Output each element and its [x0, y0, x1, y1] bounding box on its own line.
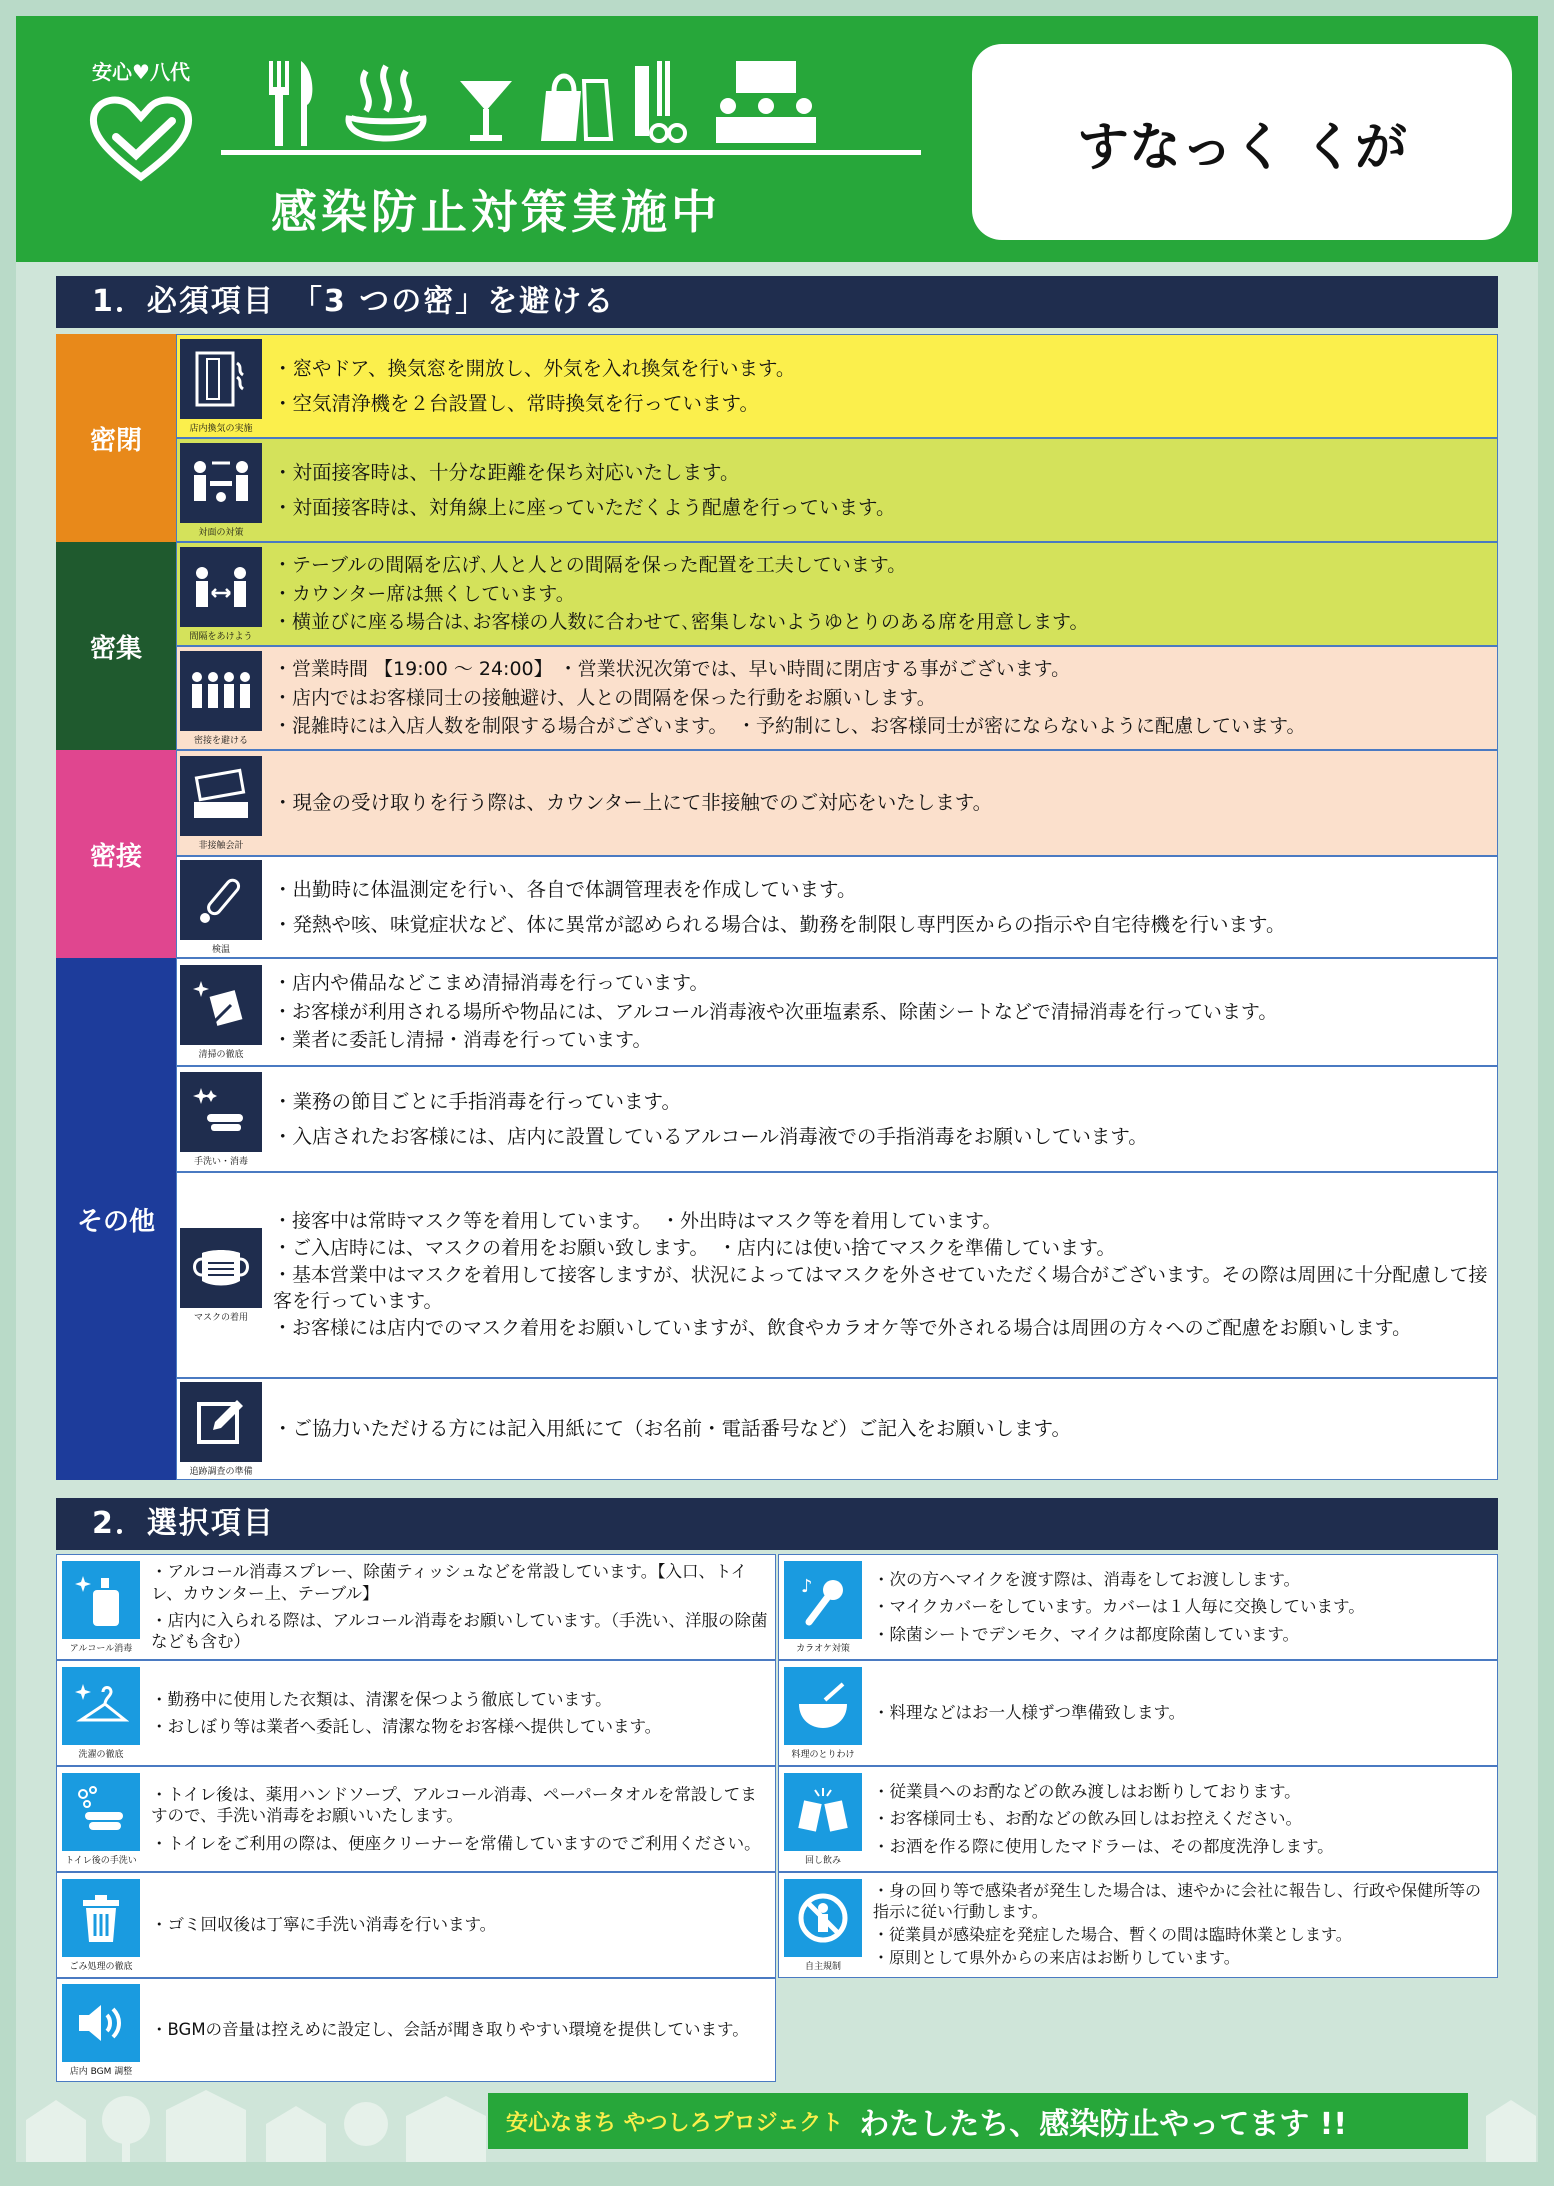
item-icon-cell: [177, 647, 265, 749]
line: ・基本営業中はマスクを着用して接客しますが、状況によってはマスクを外させていただく場合がございます。その際は周囲に十分配慮して接客を行っています。: [273, 1264, 1488, 1312]
line: ・お酒を作る際に使用したマドラーは、その都度洗浄します。: [873, 1836, 1334, 1856]
disinfect-icon: [191, 975, 251, 1035]
option-karaoke: [778, 1554, 1498, 1660]
record-icon: [193, 1394, 249, 1450]
line: ・BGMの音量は控えめに設定し、会話が聞き取りやすい環境を提供しています。: [151, 2020, 749, 2040]
line: ・発熱や咳、味覚症状など、体に異常が認められる場合は、勤務を制限し専門医からの指示や自宅待機を行います。: [273, 913, 1286, 936]
no-entry-icon: [795, 1890, 851, 1946]
item-caption: 間隔をあけよう: [189, 631, 253, 642]
thermometer-icon: [193, 872, 249, 928]
option-icon-cell: [779, 1873, 867, 1977]
item-icon-cell: [177, 1173, 265, 1377]
line: ・勤務中に使用した衣類は、清潔を保つよう徹底しています。: [151, 1689, 612, 1709]
line: ・テーブルの間隔を広げ､人と人との間隔を保った配置を工夫しています。: [273, 554, 907, 577]
line: ・身の回り等で感染者が発生した場合は、速やかに会社に報告し、行政や保健所等の指示に従い行動します。: [873, 1881, 1482, 1922]
line: ・お客様同士も、お酌などの飲み回しはお控えください。: [873, 1809, 1302, 1829]
item-text: [265, 959, 1497, 1065]
line: ・店内や備品などこまめ清掃消毒を行っています。: [273, 972, 709, 995]
shop-name-box: [972, 44, 1512, 240]
item-caption: 対面の対策: [198, 527, 244, 538]
comb-scissors-icon: [631, 61, 701, 146]
line: ・ご入店時には、マスクの着用をお願い致します。 ・店内には使い捨てマスクを準備しています。: [273, 1237, 1116, 1260]
line: ・トイレ後は、薬用ハンドソープ、アルコール消毒、ペーパータオルを常設してますので、手洗い消毒をお願いいたします。: [151, 1784, 757, 1826]
option-text: [145, 1555, 775, 1659]
footer-banner: [488, 2093, 1468, 2149]
option-bgm: [56, 1978, 776, 2082]
option-text: [867, 1767, 1497, 1871]
item-icon-cell: [177, 1379, 265, 1479]
item-tracking: [176, 1378, 1498, 1480]
option-caption: アルコール消毒: [69, 1643, 133, 1654]
line: ・マイクカバーをしています。カバーは１人毎に交換しています。: [873, 1597, 1365, 1617]
item-distance: [176, 542, 1498, 646]
option-garbage: [56, 1872, 776, 1978]
item-face-to-face: [176, 438, 1498, 542]
option-icon-cell: [779, 1767, 867, 1871]
toast-icon: [795, 1784, 851, 1840]
line: ・店内に入られる際は、アルコール消毒をお願いしています。（手洗い、洋服の除菌なども含む）: [151, 1611, 768, 1652]
item-text: [265, 751, 1497, 855]
face-to-face-icon: [190, 453, 252, 513]
option-caption: 自主規制: [804, 1961, 841, 1972]
line: ・出勤時に体温測定を行い、各自で体調管理表を作成しています。: [273, 877, 857, 901]
header-divider: [221, 150, 921, 155]
cocktail-icon: [456, 61, 516, 146]
meeting-icon: [716, 61, 816, 146]
speaker-icon: [73, 1995, 129, 2051]
line: ・トイレをご利用の際は、便座クリーナーを常備していますのでご利用ください。: [151, 1833, 761, 1853]
ventilation-icon: [191, 349, 251, 409]
item-icon-cell: [177, 335, 265, 437]
item-icon-cell: [177, 543, 265, 645]
line: ・料理などはお一人様ずつ準備致します。: [873, 1703, 1186, 1723]
shopping-bag-icon: [536, 61, 616, 146]
option-text: [145, 1873, 775, 1977]
item-text: [265, 1067, 1497, 1171]
line: ・営業時間 【19:00 ～ 24:00】 ・営業状況次第では、早い時間に閉店する事がございます。: [273, 658, 1071, 681]
item-icon-cell: [177, 751, 265, 855]
line: ・業務の節目ごとに手指消毒を行っています。: [273, 1089, 681, 1113]
line: ・従業員が感染症を発症した場合、暫くの間は臨時休業とします。: [873, 1925, 1352, 1944]
line: ・店内ではお客様同士の接触避け、人との間隔を保った行動をお願いします。: [273, 686, 936, 709]
line: ・アルコール消毒スプレー、除菌ティッシュなどを常設しています。【入口、トイレ、カウンター上、テーブル】: [151, 1562, 748, 1603]
option-text: [145, 1979, 775, 2081]
svg-text:♪: ♪: [801, 1575, 813, 1597]
item-icon-cell: [177, 857, 265, 957]
line: ・おしぼり等は業者へ委託し、清潔な物をお客様へ提供しています。: [151, 1717, 662, 1736]
category-close-contact: 密接: [56, 750, 176, 958]
item-caption: 検温: [211, 944, 230, 955]
item-temperature: [176, 856, 1498, 958]
option-caption: 回し飲み: [804, 1855, 841, 1866]
option-text: [867, 1873, 1497, 1977]
logo: [76, 56, 206, 183]
item-caption: 清掃の徹底: [198, 1049, 244, 1060]
option-icon-cell: [57, 1979, 145, 2081]
option-toilet: [56, 1766, 776, 1872]
item-caption: 追跡調査の準備: [189, 1466, 253, 1477]
category-crowded: 密集: [56, 542, 176, 750]
option-self-restraint: [778, 1872, 1498, 1978]
footer-project: 安心なまち やつしろプロジェクト: [506, 2110, 844, 2136]
line: ・窓やドア、換気窓を開放し、外気を入れ換気を行います。: [273, 356, 796, 380]
item-text: [265, 335, 1497, 437]
line: ・ご協力いただける方には記入用紙にて（お名前・電話番号など）ご記入をお願いします。: [273, 1417, 1071, 1441]
option-sharing-drinks: [778, 1766, 1498, 1872]
soap-icon: [73, 1784, 129, 1840]
line: ・業者に委託し清掃・消毒を行っています。: [273, 1029, 652, 1052]
option-alcohol: [56, 1554, 776, 1660]
line: ・次の方へマイクを渡す際は、消毒をしてお渡しします。: [873, 1569, 1301, 1589]
item-caption: 非接触会計: [198, 840, 244, 851]
heart-check-icon: [86, 93, 196, 183]
line: ・除菌シートでデンモク、マイクは都度除菌しています。: [873, 1624, 1300, 1644]
section2-heading: 2．選択項目: [56, 1498, 1498, 1550]
option-icon-cell: [57, 1767, 145, 1871]
option-serving: [778, 1660, 1498, 1766]
option-caption: ごみ処理の徹底: [69, 1961, 133, 1972]
category-other: その他: [56, 958, 176, 1480]
item-text: [265, 543, 1497, 645]
cashless-icon: [190, 768, 252, 824]
item-text: [265, 647, 1497, 749]
item-text: [265, 857, 1497, 957]
bowl-icon: [795, 1678, 851, 1734]
shop-name: すなっく くが: [1076, 117, 1408, 178]
option-caption: 料理のとりわけ: [791, 1749, 855, 1760]
option-text: [145, 1661, 775, 1765]
page-title: 感染防止対策実施中: [271, 185, 721, 239]
item-text: [265, 1173, 1497, 1377]
alcohol-spray-icon: [73, 1570, 129, 1630]
item-icon-cell: [177, 959, 265, 1065]
line: ・お客様が利用される場所や物品には、アルコール消毒液や次亜塩素系、除菌シートなどで清掃消毒を行っています。: [273, 1000, 1278, 1023]
option-caption: トイレ後の手洗い: [65, 1855, 137, 1866]
crowd-icon: [189, 661, 253, 721]
item-text: [265, 1379, 1497, 1479]
footer-slogan: わたしたち、感染防止やってます !!: [859, 2107, 1348, 2142]
fork-knife-icon: [261, 61, 321, 146]
handwash-icon: [191, 1082, 251, 1142]
line: ・横並びに座る場合は､お客様の人数に合わせて､密集しないようゆとりのある席を用意します。: [273, 611, 1089, 634]
item-caption: 密接を避ける: [193, 735, 248, 746]
option-text: [867, 1661, 1497, 1765]
header: [16, 16, 1538, 262]
option-text: [867, 1555, 1497, 1659]
category-closed: 密閉: [56, 334, 176, 542]
option-icon-cell: [57, 1873, 145, 1977]
item-text: [265, 439, 1497, 541]
hot-spring-icon: [341, 61, 431, 146]
trash-icon: [73, 1890, 129, 1946]
line: ・ゴミ回収後は丁寧に手洗い消毒を行います。: [151, 1915, 497, 1935]
line: ・混雑時には入店人数を制限する場合がございます。 ・予約制にし、お客様同士が密にならないように配慮しています。: [273, 715, 1306, 738]
line: ・原則として県外からの来店はお断りしています。: [873, 1947, 1240, 1967]
option-icon-cell: [779, 1661, 867, 1765]
option-icon-cell: [779, 1555, 867, 1659]
option-icon-cell: [57, 1661, 145, 1765]
item-cleaning: [176, 958, 1498, 1066]
option-text: [145, 1767, 775, 1871]
line: ・入店されたお客様には、店内に設置しているアルコール消毒液での手指消毒をお願いしています。: [273, 1125, 1148, 1148]
item-caption: 手洗い・消毒: [193, 1156, 248, 1167]
item-mask: [176, 1172, 1498, 1378]
line: ・従業員へのお酌などの飲み渡しはお断りしております。: [873, 1781, 1301, 1801]
section1-heading: 1．必須項目 「3 つの密」を避ける: [56, 276, 1498, 328]
line: ・対面接客時は、十分な距離を保ち対応いたします。: [273, 460, 740, 484]
line: ・お客様には店内でのマスク着用をお願いしていますが、飲食やカラオケ等で外される場合は周囲の方々へのご配慮をお願いします。: [273, 1316, 1412, 1339]
microphone-icon: [795, 1570, 851, 1630]
mask-icon: [190, 1243, 252, 1293]
line: ・カウンター席は無くしています。: [273, 582, 575, 605]
option-icon-cell: [57, 1555, 145, 1659]
line: ・空気清浄機を２台設置し、常時換気を行っています。: [273, 392, 759, 415]
item-caption: 店内換気の実施: [189, 423, 253, 434]
option-laundry: [56, 1660, 776, 1766]
option-caption: カラオケ対策: [796, 1643, 850, 1654]
item-cashless: [176, 750, 1498, 856]
hanger-icon: [73, 1678, 129, 1734]
industry-icons: [261, 61, 861, 156]
item-ventilation: [176, 334, 1498, 438]
line: ・現金の受け取りを行う際は、カウンター上にて非接触でのご対応をいたします。: [273, 791, 993, 815]
item-icon-cell: [177, 439, 265, 541]
line: ・対面接客時は、対角線上に座っていただくよう配慮を行っています。: [273, 496, 896, 519]
item-icon-cell: [177, 1067, 265, 1171]
line: ・接客中は常時マスク等を着用しています。 ・外出時はマスク等を着用しています。: [273, 1210, 1002, 1233]
option-caption: 洗濯の徹底: [78, 1749, 124, 1760]
item-avoid-crowd: [176, 646, 1498, 750]
item-caption: マスクの着用: [193, 1312, 248, 1323]
logo-text: 安心♥八代: [92, 60, 190, 84]
distance-icon: [190, 557, 252, 617]
option-caption: 店内 BGM 調整: [69, 2066, 133, 2077]
item-hand-disinfect: [176, 1066, 1498, 1172]
